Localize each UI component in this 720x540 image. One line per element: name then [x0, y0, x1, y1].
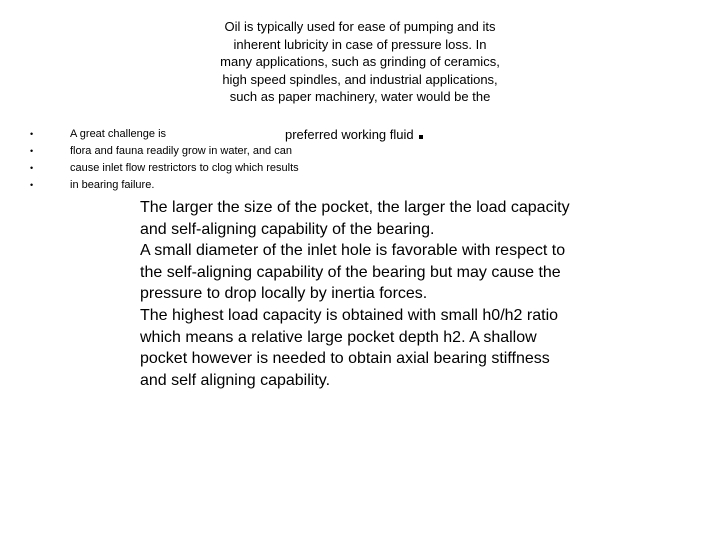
intro-paragraph — [200, 18, 520, 106]
bullet-icon: • — [30, 146, 34, 156]
main-line: and self-aligning capability of the bearing. — [140, 220, 435, 238]
main-line: the self-aligning capability of the bearing but may cause the — [140, 263, 561, 281]
main-line: The larger the size of the pocket, the larger the load capacity — [140, 199, 570, 216]
main-line: The highest load capacity is obtained with small h0/h2 ratio — [140, 306, 559, 324]
main-line: A small diameter of the inlet hole is favorable with respect to — [140, 242, 566, 260]
main-line: and self aligning capability. — [140, 371, 331, 389]
list-item-text: cause inlet flow restrictors to clog which results — [70, 162, 299, 174]
main-line: pocket however is needed to obtain axial bearing stiffness — [140, 350, 550, 368]
bullet-icon: • — [30, 129, 34, 139]
intro-continuation-text: preferred working fluid — [285, 127, 414, 142]
list-item-text: flora and fauna readily grow in water, and can — [70, 145, 292, 157]
main-paragraph — [140, 197, 710, 391]
main-line: pressure to drop locally by inertia forces. — [140, 285, 428, 303]
list-item-text: A great challenge is — [70, 128, 167, 140]
bullet-icon: • — [30, 180, 34, 190]
intro-line: such as paper machinery, water would be the — [229, 89, 491, 104]
intro-line: many applications, such as grinding of ceramics, — [220, 54, 500, 69]
main-line: which means a relative large pocket depth h2. A shallow — [140, 328, 537, 346]
bullet-icon: • — [30, 163, 34, 173]
intro-line: Oil is typically used for ease of pumping and its — [224, 19, 496, 34]
intro-continuation — [285, 126, 423, 143]
period-mark — [419, 135, 423, 139]
intro-line: high speed spindles, and industrial applications, — [222, 71, 498, 87]
list-item-text: in bearing failure. — [70, 179, 155, 191]
intro-line: inherent lubricity in case of pressure loss. In — [233, 36, 487, 52]
